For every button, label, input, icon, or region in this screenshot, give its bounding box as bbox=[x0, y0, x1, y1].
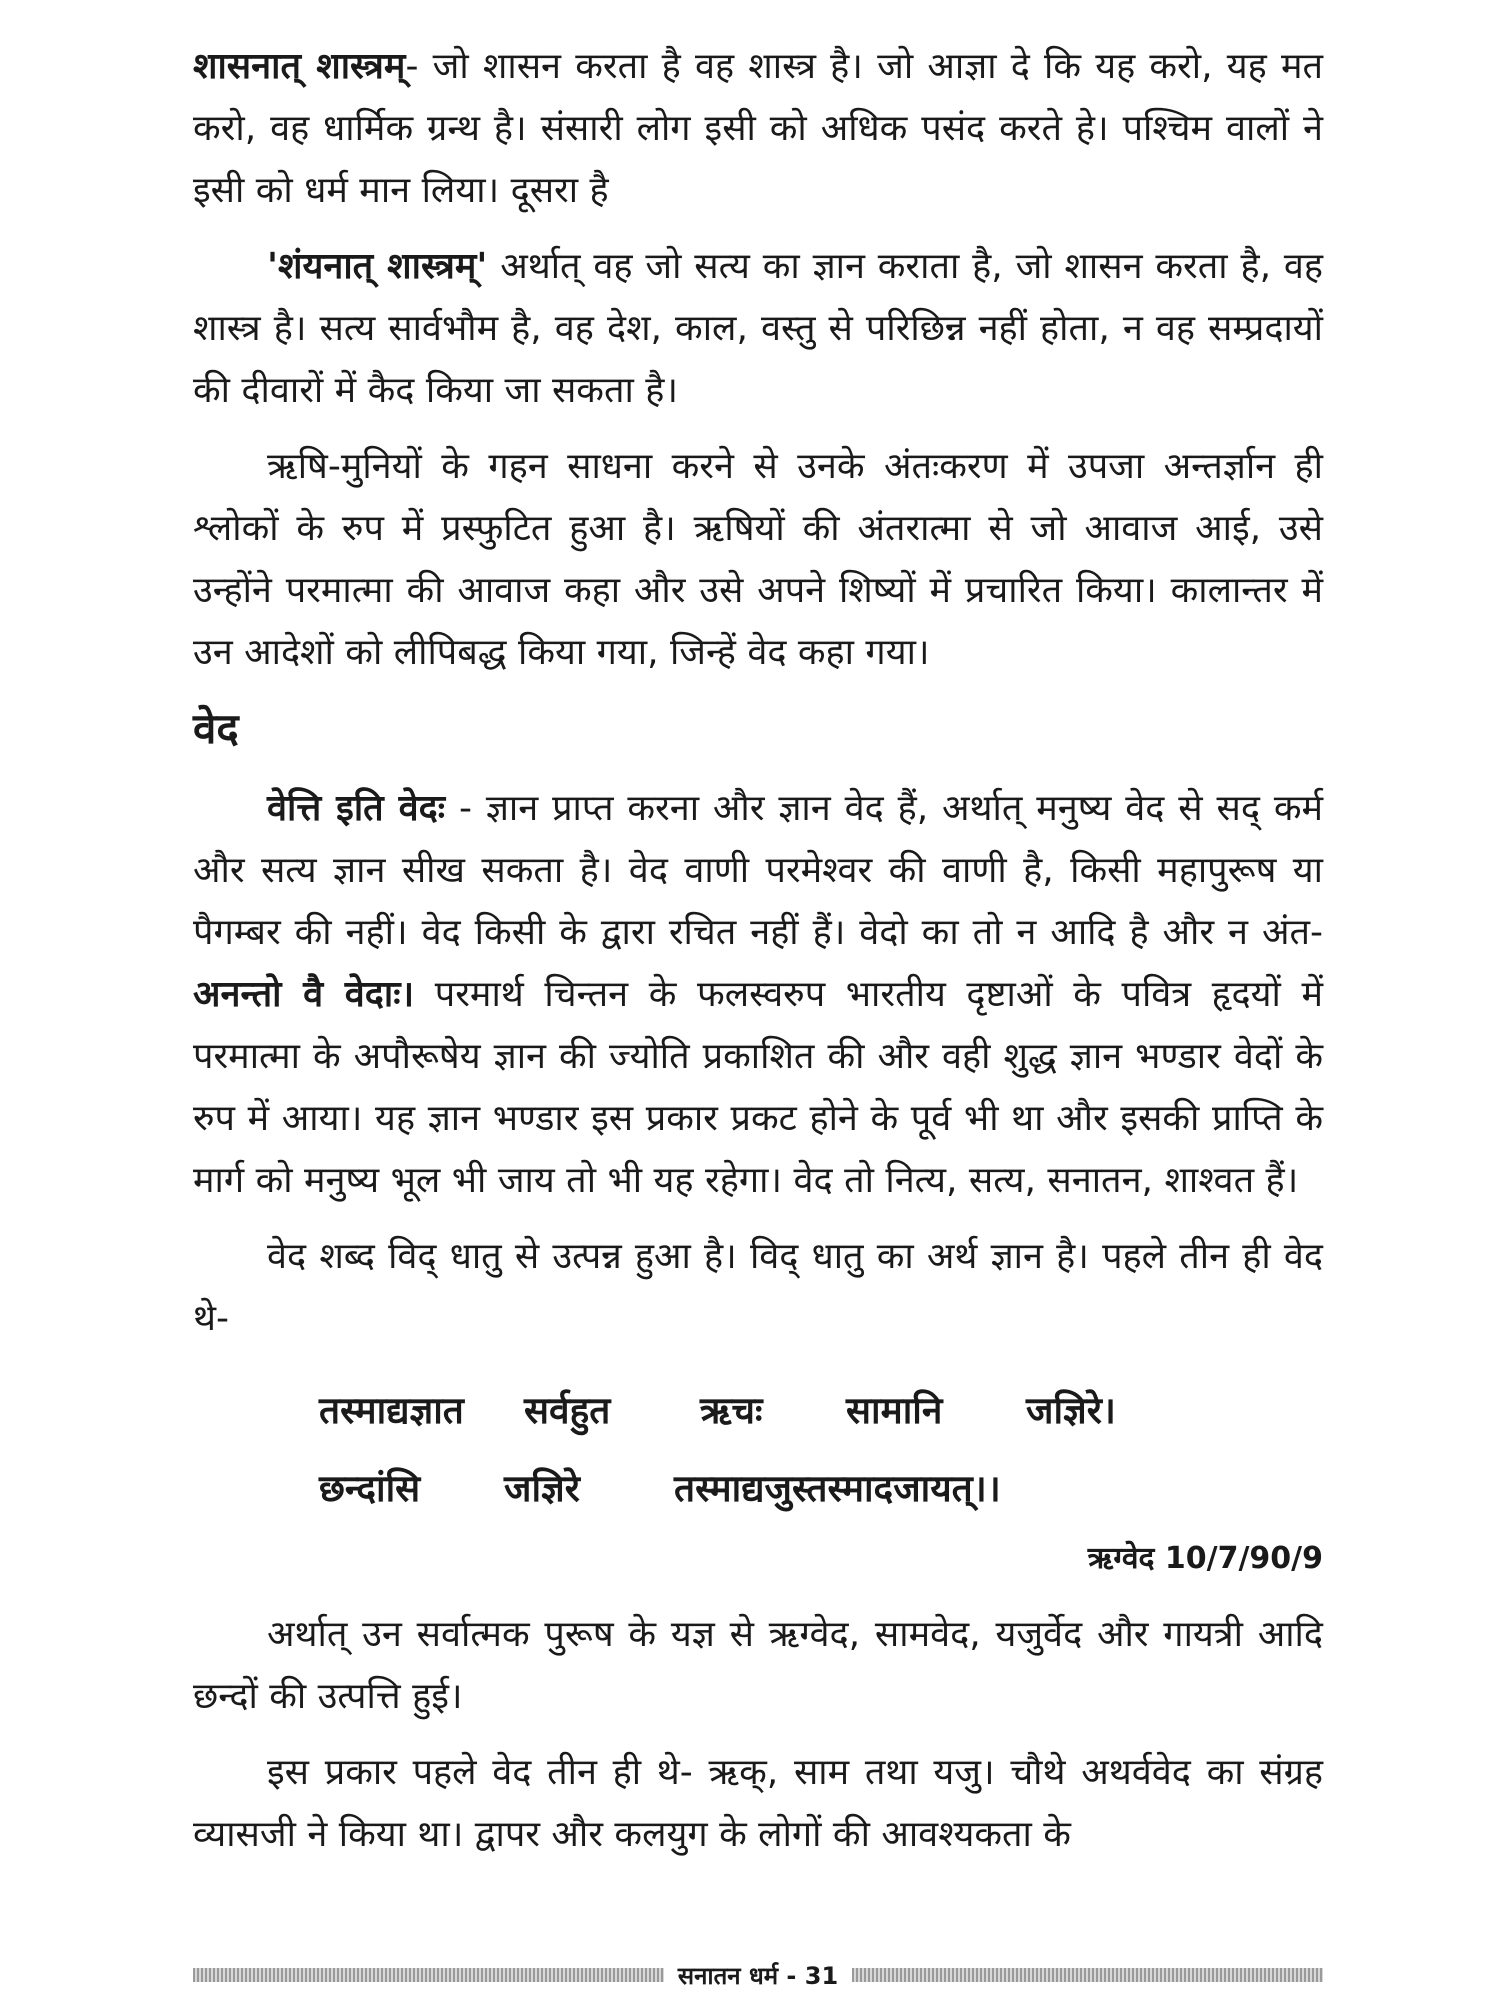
term-shasanat: शासनात् शास्त्रम् bbox=[193, 46, 406, 87]
paragraph-text: - ज्ञान प्राप्त करना और ज्ञान वेद हैं, अर्थात् मनुष्य वेद से सद् कर्म और सत्य ज्ञान सीख सकता है। वेद वाणी परमेश्वर की वाणी है, किसी महापुरूष या पैगम्बर की नहीं। वेद किसी के द्वारा रचित नहीं हैं। वेदो का तो न आदि है और न अंत- bbox=[193, 788, 1323, 953]
paragraph-text: परमार्थ चिन्तन के फलस्वरुप भारतीय दृष्टाओं के पवित्र हृदयों में परमात्मा के अपौरूषेय ज्ञान की ज्योति प्रकाशित की और वही शुद्ध ज्ञान भण्डार वेदों के रुप में आया। यह ज्ञान भण्डार इस प्रकार प्रकट होने के पूर्व भी था और इसकी प्राप्ति के मार्ग को मनुष्य भूल भी जाय तो भी यह रहेगा। वेद तो नित्य, सत्य, सनातन, शाश्वत हैं। bbox=[193, 974, 1323, 1201]
verse-word: तस्माद्यजुस्तस्मादजायत्।। bbox=[674, 1467, 1001, 1510]
paragraph-rishi: ऋषि-मुनियों के गहन साधना करने से उनके अंतःकरण में उपजा अन्तर्ज्ञान ही श्लोकों के रुप में प्रस्फुटित हुआ है। ऋषियों की अंतरात्मा से जो आवाज आई, उसे उन्होंने परमात्मा की आवाज कहा और उसे अपने शिष्यों में प्रचारित किया। कालान्तर में उन आदेशों को लीपिबद्ध किया गया, जिन्हें वेद कहा गया। bbox=[193, 446, 1323, 673]
verse-line-2 bbox=[319, 1450, 1323, 1528]
section-heading-veda: वेद bbox=[193, 704, 239, 753]
paragraph-shanyanat bbox=[193, 236, 1323, 422]
verse-word: सामानि bbox=[846, 1389, 943, 1432]
quote-ananto: अनन्तो वै वेदाः। bbox=[193, 974, 415, 1015]
term-shanyanat: 'शंयनात् शास्त्रम्' bbox=[267, 246, 488, 287]
verse-reference: ऋग्वेद 10/7/90/9 bbox=[1087, 1541, 1323, 1576]
paragraph-arthat: अर्थात् उन सर्वात्मक पुरूष के यज्ञ से ऋग्वेद, सामवेद, यजुर्वेद और गायत्री आदि छन्दों की उत्पत्ति हुई। bbox=[193, 1614, 1323, 1717]
page-footer bbox=[193, 1960, 1323, 1990]
paragraph-is-prakar: इस प्रकार पहले वेद तीन ही थे- ऋक्, साम तथा यजु। चौथे अथर्ववेद का संग्रह व्यासजी ने किया था। द्वापर और कलयुग के लोगों की आवश्यकता के bbox=[193, 1752, 1323, 1855]
page-body bbox=[193, 36, 1323, 1866]
paragraph-shasanat bbox=[193, 36, 1323, 222]
footer-page-label: सनातन धर्म - 31 bbox=[677, 1961, 839, 1990]
paragraph-text: - जो शासन करता है वह शास्त्र है। जो आज्ञा दे कि यह करो, यह मत करो, वह धार्मिक ग्रन्थ है। संसारी लोग इसी को अधिक पसंद करते हे। पश्चिम वालों ने इसी को धर्म मान लिया। दूसरा है bbox=[193, 46, 1323, 211]
paragraph-text: अर्थात् वह जो सत्य का ज्ञान कराता है, जो शासन करता है, वह शास्त्र है। सत्य सार्वभौम है, वह देश, काल, वस्तु से परिछिन्न नहीं होता, न वह सम्प्रदायों की दीवारों में कैद किया जा सकता है। bbox=[193, 246, 1323, 411]
sanskrit-verse bbox=[319, 1372, 1323, 1528]
footer-rule-right bbox=[852, 1968, 1323, 1982]
verse-word: छन्दांसि bbox=[319, 1467, 421, 1510]
verse-word: जज्ञिरे। bbox=[1026, 1389, 1116, 1432]
verse-word: सर्वहुत bbox=[524, 1389, 611, 1432]
paragraph-vid-dhatu: वेद शब्द विद् धातु से उत्पन्न हुआ है। विद् धातु का अर्थ ज्ञान है। पहले तीन ही वेद थे- bbox=[193, 1236, 1323, 1339]
verse-word: ऋचः bbox=[700, 1389, 763, 1432]
paragraph-vetti bbox=[193, 778, 1323, 1212]
verse-word: जज्ञिरे bbox=[504, 1467, 580, 1510]
verse-line-1 bbox=[319, 1372, 1323, 1450]
footer-rule-left bbox=[193, 1968, 664, 1982]
term-vetti: वेत्ति इति वेदः bbox=[267, 788, 446, 829]
verse-word: तस्माद्यज्ञात bbox=[319, 1389, 464, 1432]
